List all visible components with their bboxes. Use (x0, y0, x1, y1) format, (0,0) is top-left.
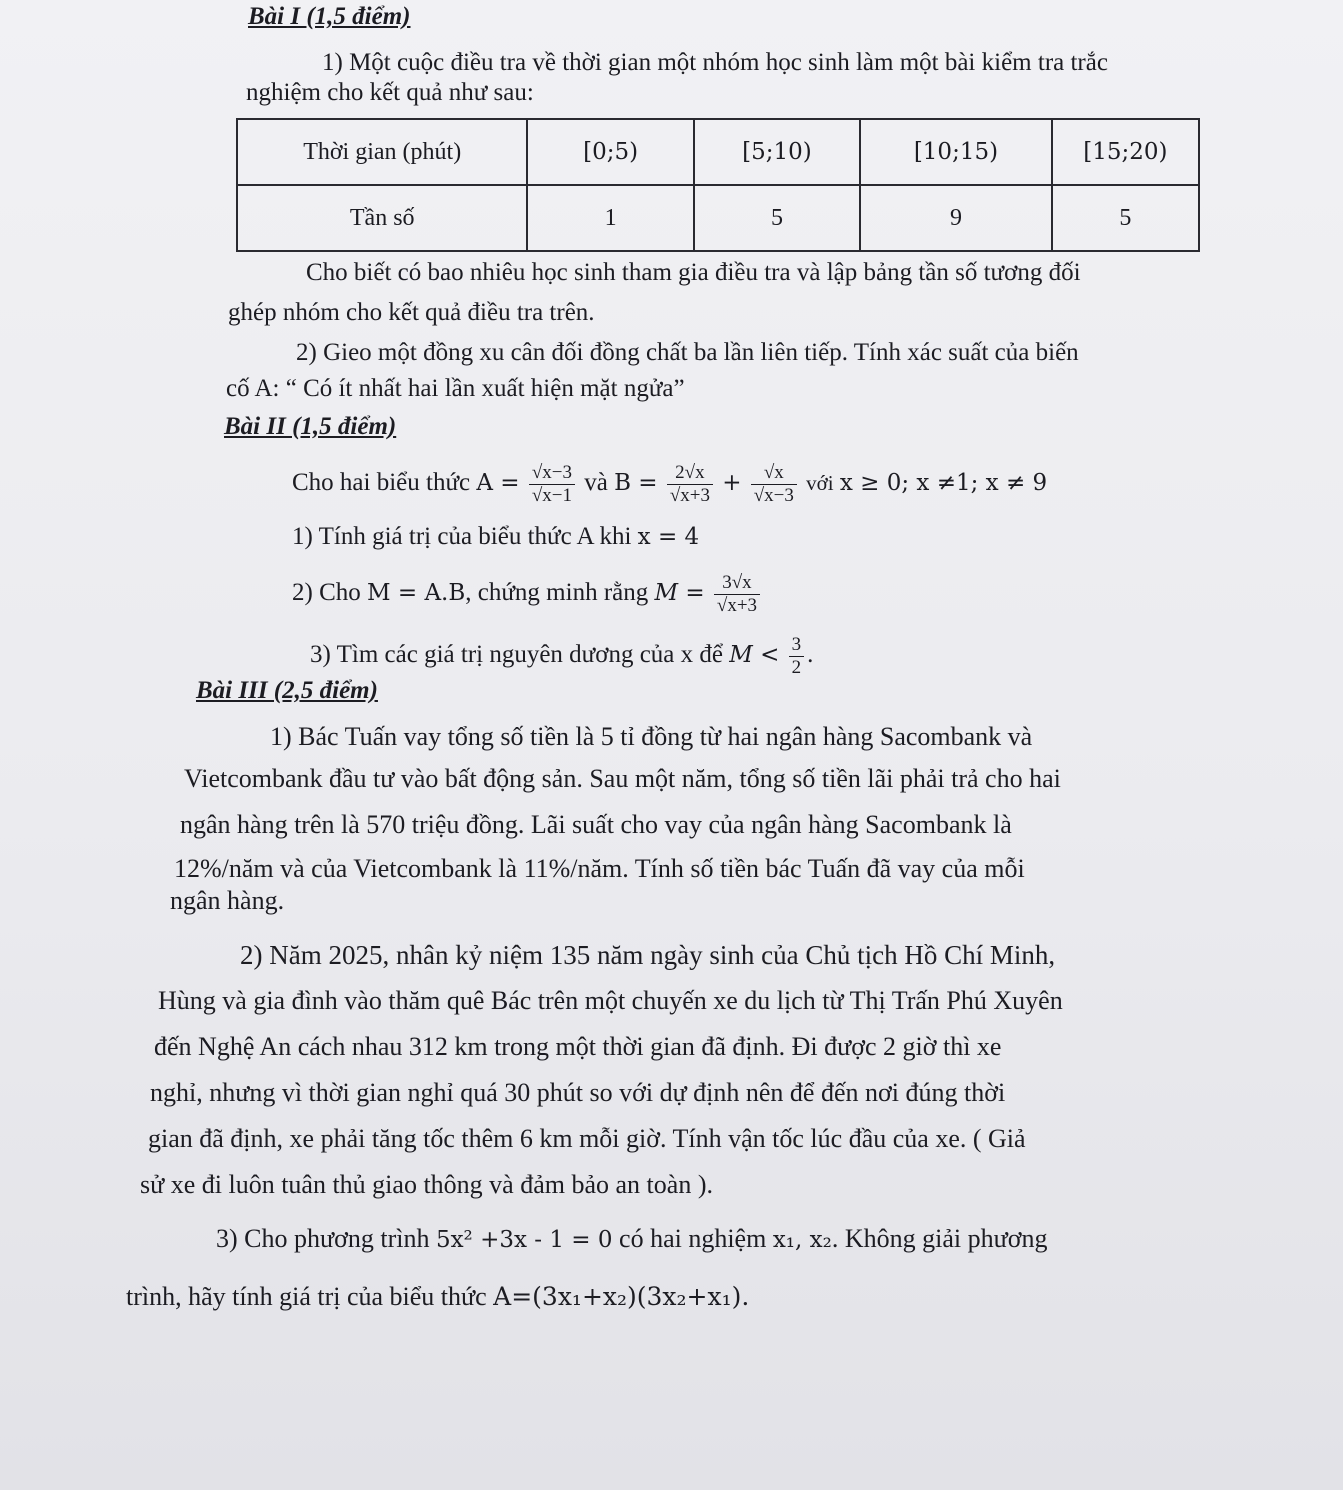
bai2-q2-numerator: 3√x (714, 572, 760, 595)
plus-sign: + (722, 470, 742, 497)
bai1-q1-line1: 1) Một cuộc điều tra về thời gian một nhóm học sinh làm một bài kiểm tra trắc (322, 49, 1108, 76)
bai1-q1-after-line1: Cho biết có bao nhiêu học sinh tham gia điều tra và lập bảng tần số tương đối (306, 259, 1081, 286)
table-row (237, 119, 1199, 185)
bai3-p2-line2: Hùng và gia đình vào thăm quê Bác trên một chuyến xe du lịch từ Thị Trấn Phú Xuyên (158, 986, 1063, 1015)
bai2-q2-denominator: √x+3 (716, 595, 758, 616)
bai2-q3-end: . (807, 641, 814, 669)
table-frequency: 9 (860, 185, 1052, 251)
bai3-p3-expression: A=(3x₁+x₂)(3x₂+x₁). (493, 1282, 750, 1311)
expr-b-term2-denominator: √x−3 (753, 485, 794, 506)
bai2-q3-denominator: 2 (791, 657, 802, 678)
condition-word: với (806, 471, 834, 496)
bai2-q1-text: 1) Tính giá trị của biểu thức A khi (292, 523, 632, 550)
bai3-p3-prefix: 3) Cho phương trình (216, 1224, 430, 1253)
expr-b-term2-numerator: √x (751, 462, 797, 485)
table-row (237, 185, 1199, 251)
bai2-q3 (310, 634, 813, 679)
expr-b-term1-numerator: 2√x (667, 462, 713, 485)
bai2-q3-lhs: M < (729, 642, 780, 669)
expr-a-numerator: √x−3 (529, 462, 575, 485)
expr-b-term1 (667, 462, 713, 507)
bai1-q2-line1: 2) Gieo một đồng xu cân đối đồng chất ba lần liên tiếp. Tính xác suất của biến (296, 339, 1079, 366)
bai3-p1-line2: Vietcombank đầu tư vào bất động sản. Sau một năm, tổng số tiền lãi phải trả cho hai (184, 764, 1061, 793)
table-interval: [5;10) (694, 119, 860, 185)
table-frequency: 5 (1052, 185, 1199, 251)
condition: x ≥ 0; x ≠1; x ≠ 9 (839, 470, 1048, 497)
bai2-q2-mid: , chứng minh rằng (465, 579, 649, 607)
bai3-p2-line5: gian đã định, xe phải tăng tốc thêm 6 km mỗi giờ. Tính vận tốc lúc đầu của xe. ( Giả (148, 1124, 1026, 1153)
frequency-table (236, 118, 1200, 252)
bai3-p3-roots: x₁, x₂ (772, 1227, 832, 1253)
bai3-p2-line3: đến Nghệ An cách nhau 312 km trong một thời gian đã định. Đi được 2 giờ thì xe (154, 1032, 1002, 1061)
bai2-q1 (292, 522, 699, 552)
bai3-p2-line6: sử xe đi luôn tuân thủ giao thông và đảm bảo an toàn ). (140, 1170, 713, 1199)
table-header-label: Thời gian (phút) (237, 119, 527, 185)
bai2-q2-math: M = A.B (367, 580, 466, 607)
bai3-p3-line2-text: trình, hãy tính giá trị của biểu thức (126, 1282, 487, 1311)
table-frequency: 5 (694, 185, 860, 251)
section-title-bai2: Bài II (1,5 điểm) (224, 413, 397, 440)
expr-b-lhs: B = (614, 470, 658, 497)
bai2-q2-lhs: M = (654, 580, 705, 607)
table-frequency: 1 (527, 185, 693, 251)
word-and: và (584, 469, 608, 497)
bai2-q2-prefix: 2) Cho (292, 579, 361, 607)
table-interval: [10;15) (860, 119, 1052, 185)
expr-a-denominator: √x−1 (531, 485, 572, 506)
bai2-q2-fraction (714, 572, 760, 617)
bai2-q2 (292, 572, 763, 617)
bai3-p1-line5: ngân hàng. (170, 886, 285, 915)
expr-b-term2 (751, 462, 797, 507)
section-title-bai1: Bài I (1,5 điểm) (248, 3, 411, 30)
bai2-q1-math: x = 4 (637, 524, 700, 550)
bai2-q3-numerator: 3 (789, 634, 805, 657)
bai3-p3-mid: có hai nghiệm (619, 1224, 767, 1253)
bai2-intro: Cho hai biểu thức (292, 469, 471, 497)
bai1-q1-after-line2: ghép nhóm cho kết quả điều tra trên. (228, 299, 595, 326)
table-interval: [15;20) (1052, 119, 1199, 185)
bai2-q3-fraction (789, 634, 805, 679)
bai3-p3-end: . Không giải phương (831, 1224, 1048, 1253)
expr-b-term1-denominator: √x+3 (669, 485, 710, 506)
bai3-p2-line1: 2) Năm 2025, nhân kỷ niệm 135 năm ngày sinh của Chủ tịch Hồ Chí Minh, (240, 940, 1056, 970)
expr-a-fraction (529, 462, 575, 507)
section-title-bai3: Bài III (2,5 điểm) (196, 677, 378, 704)
bai1-q2-line2: cố A: “ Có ít nhất hai lần xuất hiện mặt ngửa” (226, 375, 685, 402)
bai3-p1-line3: ngân hàng trên là 570 triệu đồng. Lãi suất cho vay của ngân hàng Sacombank là (180, 810, 1012, 839)
bai1-q1-line2: nghiệm cho kết quả như sau: (246, 79, 534, 106)
bai3-p3-line1 (216, 1224, 1047, 1255)
bai3-p2-line4: nghỉ, nhưng vì thời gian nghỉ quá 30 phút so với dự định nên để đến nơi đúng thời (150, 1078, 1006, 1107)
bai3-p3-line2 (126, 1282, 749, 1312)
table-row-label: Tần số (237, 185, 527, 251)
bai2-intro-line (292, 462, 1047, 507)
bai3-p1-line4: 12%/năm và của Vietcombank là 11%/năm. Tính số tiền bác Tuấn đã vay của mỗi (174, 854, 1025, 883)
bai3-p1-line1: 1) Bác Tuấn vay tổng số tiền là 5 tỉ đồng từ hai ngân hàng Sacombank và (270, 722, 1033, 751)
bai2-q3-text: 3) Tìm các giá trị nguyên dương của x để (310, 641, 723, 669)
table-interval: [0;5) (527, 119, 693, 185)
bai3-p3-equation: 5x² +3x - 1 = 0 (435, 1227, 613, 1253)
expr-a-lhs: A = (476, 470, 520, 497)
